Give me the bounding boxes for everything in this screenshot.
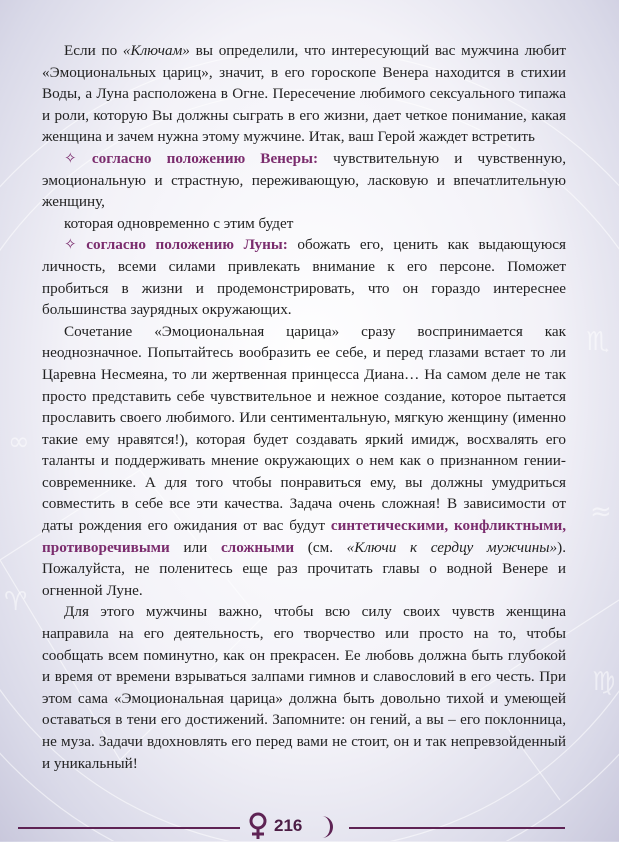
svg-text:∞: ∞: [8, 427, 30, 457]
text-run: ). Пожалуйста, не поленитесь еще раз прочитать главы о водной Венере и огненной Луне.: [42, 538, 566, 599]
text-run: (см.: [294, 538, 347, 556]
highlighted-term: синтетическими, конфликтными, противоречивыми: [42, 517, 566, 556]
text-run: обожать его, ценить как выдающуюся личность, всеми силами привлекать внимание к его персоне. Поможет пробиться в жизни и продемонстрировать, что он гораздо интереснее большинства заурядных окружающих.: [42, 236, 566, 319]
svg-text:≈: ≈: [590, 497, 612, 527]
footer-rule-left: [18, 827, 240, 829]
crescent-moon-icon: [314, 814, 340, 840]
text-run: которая одновременно с этим будет: [64, 214, 294, 232]
paragraph-connector: [42, 213, 566, 235]
text-run: Сочетание «Эмоциональная царица» сразу воспринимается как неоднозначное. Попытайтесь вообразить ее себе, и перед глазами встает то ли Царевна Несмеяна, то ли жертвенная принцесса Диана… На самом деле не так просто представить себе чувствительное и нежное создание, которое пытается прославить своего любимого. Или сентиментальную, мягкую женщину (именно такие ему нравятся!), которая будет создавать яркий имидж, восхвалять его таланты и поддерживать мнение окружающих о нем как о признанном гении-современнике. А для того чтобы понравиться ему, вы должны умудриться совместить в себе все эти качества. Задача очень сложная! В зависимости от даты рождения его ожидания от вас будут: [42, 322, 566, 535]
page-footer: [0, 812, 619, 842]
bullet-star-icon: ✧: [64, 149, 92, 167]
footer-rule-right: [349, 827, 565, 829]
svg-text:♍: ♍: [592, 667, 616, 697]
page-number: 216: [274, 816, 303, 835]
italic-reference: «Ключи к сердцу мужчины»: [346, 538, 558, 556]
paragraph-intro: [42, 40, 566, 148]
text-run: Если по: [64, 42, 123, 59]
svg-text:♏: ♏: [586, 327, 610, 357]
highlighted-term: сложными: [220, 538, 295, 556]
text-run: или: [169, 538, 221, 556]
bullet-moon: [42, 234, 566, 320]
text-run: чувствительную и чувственную, эмоциональную и страстную, переживающую, ласковую и впечатлительную женщину,: [42, 149, 566, 211]
paragraph-combination: [42, 321, 566, 602]
text-run: вы определили, что интересующий вас мужчина любит «Эмоциональных цариц», значит, в его гороскопе Венера находится в стихии Воды, а Луна расположена в Огне. Пересечение любимого сексуального типажа и роли, которую Вы должны сыграть в его жизни, дает четкое понимание, какая женщина и зачем нужна этому мужчине. Итак, ваш Герой жаждет встретить: [42, 42, 566, 146]
italic-reference: «Ключам»: [122, 42, 190, 59]
highlighted-term: согласно положению Венеры:: [91, 149, 319, 167]
svg-text:♈: ♈: [4, 587, 28, 617]
text-run: Для этого мужчины важно, чтобы всю силу своих чувств женщина направила на его деятельность, его творчество или просто на то, чтобы сообщать всем поминутно, как он прекрасен. Ее любовь должна быть глубокой и время от времени взрываться залпами гимнов и славословий в его честь. При этом сама «Эмоциональная царица» должна быть довольно тихой и умеющей оставаться в тени его достижений. Запомните: он гений, а вы – его поклонница, не муза. Задачи вдохновлять его перед вами не стоит, он и так непревзойденный и уникальный!: [42, 603, 566, 772]
venus-icon: [247, 812, 269, 840]
bullet-venus: [42, 148, 566, 213]
highlighted-term: согласно положению Луны:: [86, 236, 288, 254]
bullet-star-icon: ✧: [64, 236, 87, 254]
article-body: [42, 40, 566, 774]
paragraph-conclusion: [42, 601, 566, 774]
